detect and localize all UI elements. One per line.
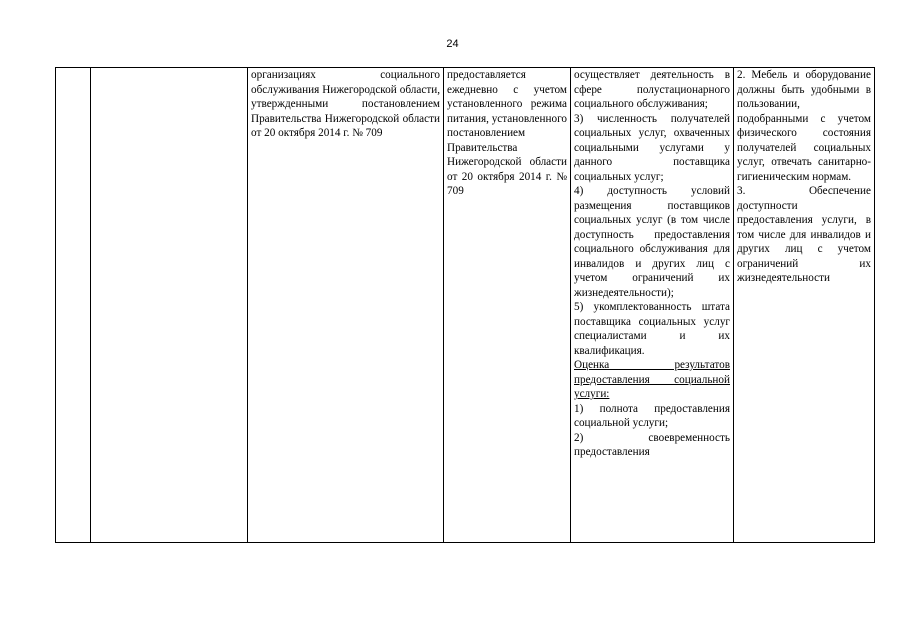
cell-standard-description (248, 68, 444, 543)
quality-paragraph-1: осуществляет деятельность в сфере полустационарного социального обслуживания; (574, 69, 730, 110)
cell-conditions (734, 68, 875, 543)
cell-service-name (91, 68, 248, 543)
quality-paragraph-3: 4) доступность условий размещения поставщиков социальных услуг (в том числе доступность предоставления социального обслуживания для инвалидов и других лиц с учетом ограничений их жизнедеятельности); (574, 185, 730, 299)
quality-paragraph-2: 3) численность получателей социальных услуг, охваченных социальными услугами у данного поставщика социальных услуг; (574, 112, 730, 183)
cell-quality-indicators (571, 68, 734, 543)
evaluation-heading: Оценка результатов предоставления социальной услуги: (574, 359, 730, 400)
page-number: 24 (446, 38, 459, 50)
cell-number (56, 68, 91, 543)
cell-delivery-terms (444, 68, 571, 543)
table-row (56, 68, 875, 543)
conditions-paragraph-2: 2. Мебель и оборудование должны быть удобными в пользовании, подобранными с учетом физического состояния получателей социальных услуг, отвечать санитарно-гигиеническим нормам. (737, 69, 871, 183)
quality-paragraph-4: 5) укомплектованность штата поставщика социальных услуг специалистами и их квалификация. (574, 301, 730, 357)
standard-text: организациях социального обслуживания Нижегородской области, утвержденными постановлением Правительства Нижегородской области от 20 октября 2014 г. № 709 (251, 69, 440, 139)
evaluation-item-2: 2) своевременность предоставления (574, 431, 730, 458)
document-table (55, 67, 875, 543)
evaluation-item-1: 1) полнота предоставления социальной услуги; (574, 402, 730, 429)
conditions-paragraph-3: 3. Обеспечение доступности предоставления услуги, в том числе для инвалидов и других лиц с учетом ограничений их жизнедеятельности (737, 185, 871, 284)
delivery-terms-text: предоставляется ежедневно с учетом установленного режима питания, установленного постановлением Правительства Нижегородской области от 20 октября 2014 г. № 709 (447, 69, 567, 197)
